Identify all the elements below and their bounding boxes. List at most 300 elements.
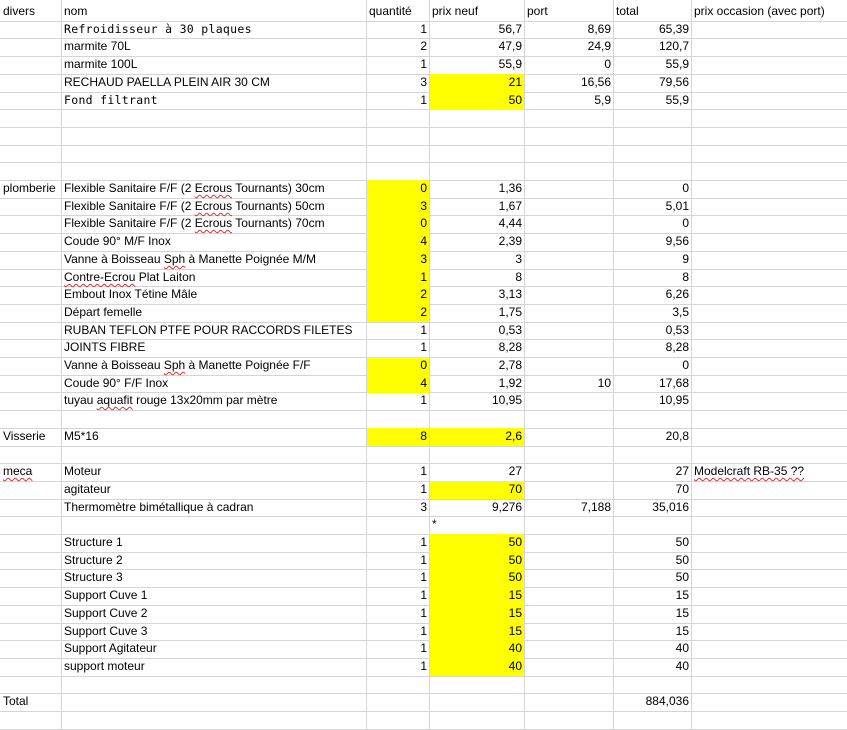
quantity-cell[interactable] xyxy=(367,304,429,322)
total-cell-text: 9 xyxy=(682,252,689,266)
item-name[interactable] xyxy=(62,552,366,570)
total-cell-text: 8,28 xyxy=(665,340,689,354)
total-cell-text: 9,56 xyxy=(665,234,689,248)
price-cell[interactable] xyxy=(430,623,524,641)
price-cell-text: 1,92 xyxy=(498,376,522,390)
item-name[interactable] xyxy=(62,375,366,393)
total-cell[interactable] xyxy=(614,623,691,641)
total-cell[interactable] xyxy=(614,392,691,410)
price-cell-text: 50 xyxy=(508,535,522,549)
spellcheck-flag: Contre-Ecrou xyxy=(64,270,136,284)
item-name[interactable] xyxy=(62,392,366,410)
total-cell-text: 15 xyxy=(675,588,689,602)
quantity-cell[interactable] xyxy=(367,215,429,233)
item-name[interactable] xyxy=(62,658,366,676)
item-name-text: Fond filtrant xyxy=(64,93,158,107)
total-cell-text: 65,39 xyxy=(658,22,689,36)
price-cell-text: 2,78 xyxy=(498,358,522,372)
price-cell-text: 9,276 xyxy=(491,500,522,514)
price-cell-text: 55,9 xyxy=(498,57,522,71)
header-prix-neuf-text: prix neuf xyxy=(432,4,479,18)
shipping-cell[interactable] xyxy=(525,286,613,304)
price-cell-text: 50 xyxy=(508,93,522,107)
quantity-cell-text: 1 xyxy=(420,93,427,107)
quantity-cell-text: 1 xyxy=(420,606,427,620)
price-cell-text: 50 xyxy=(508,553,522,567)
quantity-cell[interactable] xyxy=(367,499,429,517)
category-meca-text: meca xyxy=(3,464,33,478)
total-cell-text: 70 xyxy=(675,482,689,496)
grand-total[interactable] xyxy=(614,693,691,711)
price-cell-text: 50 xyxy=(508,570,522,584)
item-name-text: marmite 70L xyxy=(64,39,131,53)
quantity-cell[interactable] xyxy=(367,552,429,570)
item-name-text: Coude 90° F/F Inox xyxy=(64,376,169,390)
quantity-cell-text: 3 xyxy=(420,75,427,89)
quantity-cell-text: 1 xyxy=(420,553,427,567)
price-cell[interactable] xyxy=(430,233,524,251)
quantity-cell-text: 1 xyxy=(420,270,427,284)
shipping-cell-text: 16,56 xyxy=(580,75,611,89)
occasion-note[interactable] xyxy=(692,463,847,481)
quantity-cell-text: 1 xyxy=(420,340,427,354)
quantity-cell[interactable] xyxy=(367,357,429,375)
item-name-text: Vanne à Boisseau Sph à Manette Poignée F/F xyxy=(64,358,311,372)
total-cell[interactable] xyxy=(614,215,691,233)
quantity-cell[interactable] xyxy=(367,428,429,446)
item-name-text: Flexible Sanitaire F/F (2 Ecrous Tournants) 50cm xyxy=(64,199,325,213)
quantity-cell[interactable] xyxy=(367,605,429,623)
spellcheck-flag: Ecrous xyxy=(194,199,233,213)
price-cell-text: 8,28 xyxy=(498,340,522,354)
price-cell-text: 8 xyxy=(515,270,522,284)
shipping-cell[interactable] xyxy=(525,215,613,233)
total-cell[interactable] xyxy=(614,463,691,481)
quantity-cell-text: 1 xyxy=(420,588,427,602)
shipping-cell[interactable] xyxy=(525,92,613,110)
price-cell[interactable] xyxy=(430,481,524,499)
quantity-cell[interactable] xyxy=(367,587,429,605)
quantity-cell-text: 2 xyxy=(420,287,427,301)
row-gridline xyxy=(0,410,847,411)
spellcheck-flag: Ecrous xyxy=(194,216,233,230)
header-nom[interactable] xyxy=(62,3,366,21)
price-cell-text: 1,75 xyxy=(498,305,522,319)
shipping-cell-text: 0 xyxy=(604,57,611,71)
price-cell-text: 3 xyxy=(515,252,522,266)
total-cell-text: 0,53 xyxy=(665,323,689,337)
item-name[interactable] xyxy=(62,74,366,92)
shipping-cell[interactable] xyxy=(525,304,613,322)
item-name-text: Contre-Ecrou Plat Laiton xyxy=(64,270,196,284)
shipping-cell[interactable] xyxy=(525,74,613,92)
total-cell-text: 0 xyxy=(682,181,689,195)
item-name[interactable] xyxy=(62,233,366,251)
total-cell-text: 35,016 xyxy=(652,500,689,514)
item-name-text: RECHAUD PAELLA PLEIN AIR 30 CM xyxy=(64,75,270,89)
price-cell[interactable] xyxy=(430,21,524,39)
shipping-cell[interactable] xyxy=(525,339,613,357)
spellcheck-flag: Sph xyxy=(163,358,186,372)
quantity-cell[interactable] xyxy=(367,198,429,216)
header-quantite-text: quantité xyxy=(369,4,412,18)
quantity-cell-text: 1 xyxy=(420,464,427,478)
item-name[interactable] xyxy=(62,499,366,517)
note-cell-text: * xyxy=(432,517,437,531)
quantity-cell-text: 1 xyxy=(420,323,427,337)
total-cell[interactable] xyxy=(614,74,691,92)
item-name[interactable] xyxy=(62,92,366,110)
price-cell-text: 40 xyxy=(508,659,522,673)
total-cell[interactable] xyxy=(614,658,691,676)
shipping-cell[interactable] xyxy=(525,322,613,340)
shipping-cell[interactable] xyxy=(525,499,613,517)
price-cell[interactable] xyxy=(430,552,524,570)
price-cell[interactable] xyxy=(430,304,524,322)
price-cell[interactable] xyxy=(430,463,524,481)
price-cell[interactable] xyxy=(430,56,524,74)
item-name[interactable] xyxy=(62,269,366,287)
quantity-cell-text: 1 xyxy=(420,624,427,638)
header-prix-neuf[interactable] xyxy=(430,3,524,21)
price-cell[interactable] xyxy=(430,640,524,658)
total-cell-text: 120,7 xyxy=(658,39,689,53)
quantity-cell-text: 2 xyxy=(420,39,427,53)
price-cell[interactable] xyxy=(430,605,524,623)
item-name-text: Vanne à Boisseau Sph à Manette Poignée M/M xyxy=(64,252,316,266)
quantity-cell[interactable] xyxy=(367,74,429,92)
row-gridline xyxy=(0,446,847,447)
category-plomberie-text: plomberie xyxy=(3,181,56,195)
total-label-text: Total xyxy=(3,694,29,708)
quantity-cell-text: 1 xyxy=(420,22,427,36)
item-name-text: Moteur xyxy=(64,464,102,478)
total-cell[interactable] xyxy=(614,640,691,658)
price-cell-text: 47,9 xyxy=(498,39,522,53)
total-cell[interactable] xyxy=(614,92,691,110)
quantity-cell[interactable] xyxy=(367,233,429,251)
total-cell-text: 27 xyxy=(675,464,689,478)
price-cell-text: 4,44 xyxy=(498,216,522,230)
price-cell[interactable] xyxy=(430,286,524,304)
total-cell-text: 10,95 xyxy=(658,393,689,407)
item-name[interactable] xyxy=(62,322,366,340)
quantity-cell[interactable] xyxy=(367,658,429,676)
shipping-cell[interactable] xyxy=(525,481,613,499)
price-cell[interactable] xyxy=(430,269,524,287)
item-name[interactable] xyxy=(62,605,366,623)
quantity-cell[interactable] xyxy=(367,286,429,304)
category-visserie-text: Visserie xyxy=(3,429,46,443)
header-nom-text: nom xyxy=(64,4,88,18)
price-cell[interactable] xyxy=(430,38,524,56)
quantity-cell[interactable] xyxy=(367,534,429,552)
quantity-cell-text: 3 xyxy=(420,199,427,213)
quantity-cell-text: 0 xyxy=(420,181,427,195)
header-quantite[interactable] xyxy=(367,3,429,21)
shipping-cell[interactable] xyxy=(525,463,613,481)
quantity-cell[interactable] xyxy=(367,251,429,269)
header-port[interactable] xyxy=(525,3,613,21)
item-name[interactable] xyxy=(62,481,366,499)
item-name-text: Structure 3 xyxy=(64,570,123,584)
item-name-text: Embout Inox Tétine Mâle xyxy=(64,287,198,301)
price-cell[interactable] xyxy=(430,499,524,517)
total-cell[interactable] xyxy=(614,251,691,269)
price-cell[interactable] xyxy=(430,428,524,446)
total-cell[interactable] xyxy=(614,481,691,499)
header-total-text: total xyxy=(616,4,639,18)
total-cell[interactable] xyxy=(614,38,691,56)
total-cell[interactable] xyxy=(614,587,691,605)
total-cell[interactable] xyxy=(614,339,691,357)
quantity-cell[interactable] xyxy=(367,38,429,56)
row-gridline xyxy=(0,127,847,128)
total-cell-text: 20,8 xyxy=(665,429,689,443)
item-name[interactable] xyxy=(62,198,366,216)
price-cell[interactable] xyxy=(430,658,524,676)
quantity-cell-text: 1 xyxy=(420,659,427,673)
shipping-cell-text: 7,188 xyxy=(580,500,611,514)
quantity-cell-text: 3 xyxy=(420,500,427,514)
item-name[interactable] xyxy=(62,463,366,481)
item-name[interactable] xyxy=(62,21,366,39)
item-name-text: Refroidisseur à 30 plaques xyxy=(64,22,252,36)
header-divers-text: divers xyxy=(3,4,36,18)
occasion-note-text: Modelcraft RB-35 ?? xyxy=(694,464,805,478)
price-cell[interactable] xyxy=(430,392,524,410)
price-cell-text: 40 xyxy=(508,641,522,655)
total-cell[interactable] xyxy=(614,180,691,198)
total-cell-text: 79,56 xyxy=(658,75,689,89)
row-gridline xyxy=(0,711,847,712)
item-name[interactable] xyxy=(62,534,366,552)
quantity-cell[interactable] xyxy=(367,269,429,287)
price-cell[interactable] xyxy=(430,569,524,587)
header-total[interactable] xyxy=(614,3,691,21)
item-name-text: Support Cuve 2 xyxy=(64,606,148,620)
total-cell[interactable] xyxy=(614,357,691,375)
quantity-cell[interactable] xyxy=(367,322,429,340)
item-name-text: Structure 2 xyxy=(64,553,123,567)
shipping-cell-text: 5,9 xyxy=(594,93,611,107)
shipping-cell[interactable] xyxy=(525,56,613,74)
shipping-cell[interactable] xyxy=(525,357,613,375)
item-name-text: RUBAN TEFLON PTFE POUR RACCORDS FILETES xyxy=(64,323,353,337)
quantity-cell[interactable] xyxy=(367,92,429,110)
quantity-cell[interactable] xyxy=(367,375,429,393)
total-cell-text: 40 xyxy=(675,659,689,673)
total-cell[interactable] xyxy=(614,21,691,39)
total-cell[interactable] xyxy=(614,286,691,304)
item-name[interactable] xyxy=(62,587,366,605)
quantity-cell-text: 1 xyxy=(420,535,427,549)
total-cell[interactable] xyxy=(614,304,691,322)
category-meca[interactable] xyxy=(1,463,61,481)
total-cell[interactable] xyxy=(614,56,691,74)
total-cell-text: 50 xyxy=(675,553,689,567)
price-cell-text: 15 xyxy=(508,624,522,638)
item-name[interactable] xyxy=(62,569,366,587)
total-cell[interactable] xyxy=(614,375,691,393)
row-gridline xyxy=(0,676,847,677)
header-divers[interactable] xyxy=(1,3,61,21)
quantity-cell-text: 1 xyxy=(420,641,427,655)
total-cell[interactable] xyxy=(614,322,691,340)
total-cell-text: 8 xyxy=(682,270,689,284)
item-name[interactable] xyxy=(62,357,366,375)
item-name[interactable] xyxy=(62,56,366,74)
total-cell-text: 50 xyxy=(675,570,689,584)
quantity-cell-text: 2 xyxy=(420,305,427,319)
item-name[interactable] xyxy=(62,215,366,233)
item-name[interactable] xyxy=(62,251,366,269)
item-name[interactable] xyxy=(62,428,366,446)
price-cell[interactable] xyxy=(430,322,524,340)
price-cell[interactable] xyxy=(430,587,524,605)
quantity-cell[interactable] xyxy=(367,463,429,481)
item-name-text: JOINTS FIBRE xyxy=(64,340,146,354)
price-cell-text: 2,6 xyxy=(505,429,522,443)
total-cell-text: 50 xyxy=(675,535,689,549)
row-gridline xyxy=(0,145,847,146)
header-prix-occasion[interactable] xyxy=(692,3,847,21)
quantity-cell-text: 3 xyxy=(420,252,427,266)
grand-total-text: 884,036 xyxy=(645,694,689,708)
total-cell[interactable] xyxy=(614,233,691,251)
total-cell-text: 17,68 xyxy=(658,376,689,390)
price-cell-text: 1,67 xyxy=(498,199,522,213)
row-gridline xyxy=(0,162,847,163)
quantity-cell[interactable] xyxy=(367,21,429,39)
price-cell-text: 3,13 xyxy=(498,287,522,301)
quantity-cell-text: 0 xyxy=(420,216,427,230)
total-cell-text: 0 xyxy=(682,216,689,230)
shipping-cell[interactable] xyxy=(525,21,613,39)
price-cell-text: 0,53 xyxy=(498,323,522,337)
total-cell-text: 55,9 xyxy=(665,93,689,107)
price-cell[interactable] xyxy=(430,198,524,216)
item-name-text: Départ femelle xyxy=(64,305,143,319)
item-name-text: Flexible Sanitaire F/F (2 Ecrous Tournants) 70cm xyxy=(64,216,325,230)
total-cell-text: 3,5 xyxy=(672,305,689,319)
price-cell[interactable] xyxy=(430,357,524,375)
item-name-text: Thermomètre bimétallique à cadran xyxy=(64,500,254,514)
price-cell[interactable] xyxy=(430,339,524,357)
total-cell-text: 15 xyxy=(675,606,689,620)
total-cell[interactable] xyxy=(614,605,691,623)
price-cell-text: 1,36 xyxy=(498,181,522,195)
item-name[interactable] xyxy=(62,623,366,641)
item-name-text: tuyau aquafit rouge 13x20mm par mètre xyxy=(64,393,278,407)
price-cell[interactable] xyxy=(430,534,524,552)
total-cell[interactable] xyxy=(614,198,691,216)
item-name[interactable] xyxy=(62,286,366,304)
quantity-cell[interactable] xyxy=(367,56,429,74)
shipping-cell[interactable] xyxy=(525,375,613,393)
item-name[interactable] xyxy=(62,38,366,56)
spellcheck-flag: Ecrous xyxy=(194,181,233,195)
total-cell-text: 0 xyxy=(682,358,689,372)
quantity-cell-text: 1 xyxy=(420,393,427,407)
quantity-cell[interactable] xyxy=(367,339,429,357)
price-cell-text: 56,7 xyxy=(498,22,522,36)
total-cell-text: 55,9 xyxy=(665,57,689,71)
header-port-text: port xyxy=(527,4,548,18)
item-name[interactable] xyxy=(62,180,366,198)
quantity-cell[interactable] xyxy=(367,392,429,410)
quantity-cell-text: 4 xyxy=(420,234,427,248)
item-name-text: Structure 1 xyxy=(64,535,123,549)
item-name[interactable] xyxy=(62,304,366,322)
shipping-cell[interactable] xyxy=(525,180,613,198)
shipping-cell-text: 24,9 xyxy=(587,39,611,53)
quantity-cell[interactable] xyxy=(367,481,429,499)
total-cell[interactable] xyxy=(614,269,691,287)
price-cell-text: 70 xyxy=(508,482,522,496)
item-name-text: marmite 100L xyxy=(64,57,138,71)
price-cell[interactable] xyxy=(430,180,524,198)
total-cell-text: 5,01 xyxy=(665,199,689,213)
total-cell[interactable] xyxy=(614,428,691,446)
item-name-text: M5*16 xyxy=(64,429,99,443)
quantity-cell[interactable] xyxy=(367,640,429,658)
quantity-cell-text: 4 xyxy=(420,376,427,390)
shipping-cell[interactable] xyxy=(525,392,613,410)
category-plomberie[interactable] xyxy=(1,180,61,198)
note-cell[interactable] xyxy=(430,516,524,534)
price-cell[interactable] xyxy=(430,375,524,393)
shipping-cell[interactable] xyxy=(525,269,613,287)
quantity-cell[interactable] xyxy=(367,180,429,198)
shipping-cell-text: 8,69 xyxy=(587,22,611,36)
spellcheck-flag: aquafit xyxy=(96,393,133,407)
shipping-cell[interactable] xyxy=(525,38,613,56)
item-name[interactable] xyxy=(62,640,366,658)
shipping-cell[interactable] xyxy=(525,198,613,216)
item-name[interactable] xyxy=(62,339,366,357)
total-cell[interactable] xyxy=(614,499,691,517)
item-name-text: Support Agitateur xyxy=(64,641,157,655)
price-cell[interactable] xyxy=(430,251,524,269)
total-cell-text: 15 xyxy=(675,624,689,638)
total-cell[interactable] xyxy=(614,569,691,587)
price-cell-text: 2,39 xyxy=(498,234,522,248)
price-cell-text: 27 xyxy=(508,464,522,478)
price-cell[interactable] xyxy=(430,92,524,110)
quantity-cell-text: 1 xyxy=(420,482,427,496)
row-gridline xyxy=(0,693,847,694)
total-label[interactable] xyxy=(1,693,61,711)
item-name-text: Coude 90° M/F Inox xyxy=(64,234,171,248)
price-cell[interactable] xyxy=(430,215,524,233)
item-name-text: Support Cuve 1 xyxy=(64,588,148,602)
total-cell-text: 40 xyxy=(675,641,689,655)
item-name-text: agitateur xyxy=(64,482,111,496)
shipping-cell[interactable] xyxy=(525,251,613,269)
item-name-text: Support Cuve 3 xyxy=(64,624,148,638)
price-cell[interactable] xyxy=(430,74,524,92)
category-visserie[interactable] xyxy=(1,428,61,446)
shipping-cell[interactable] xyxy=(525,233,613,251)
quantity-cell[interactable] xyxy=(367,569,429,587)
quantity-cell[interactable] xyxy=(367,623,429,641)
quantity-cell-text: 1 xyxy=(420,57,427,71)
total-cell[interactable] xyxy=(614,552,691,570)
shipping-cell-text: 10 xyxy=(597,376,611,390)
item-name-text: support moteur xyxy=(64,659,145,673)
total-cell[interactable] xyxy=(614,534,691,552)
